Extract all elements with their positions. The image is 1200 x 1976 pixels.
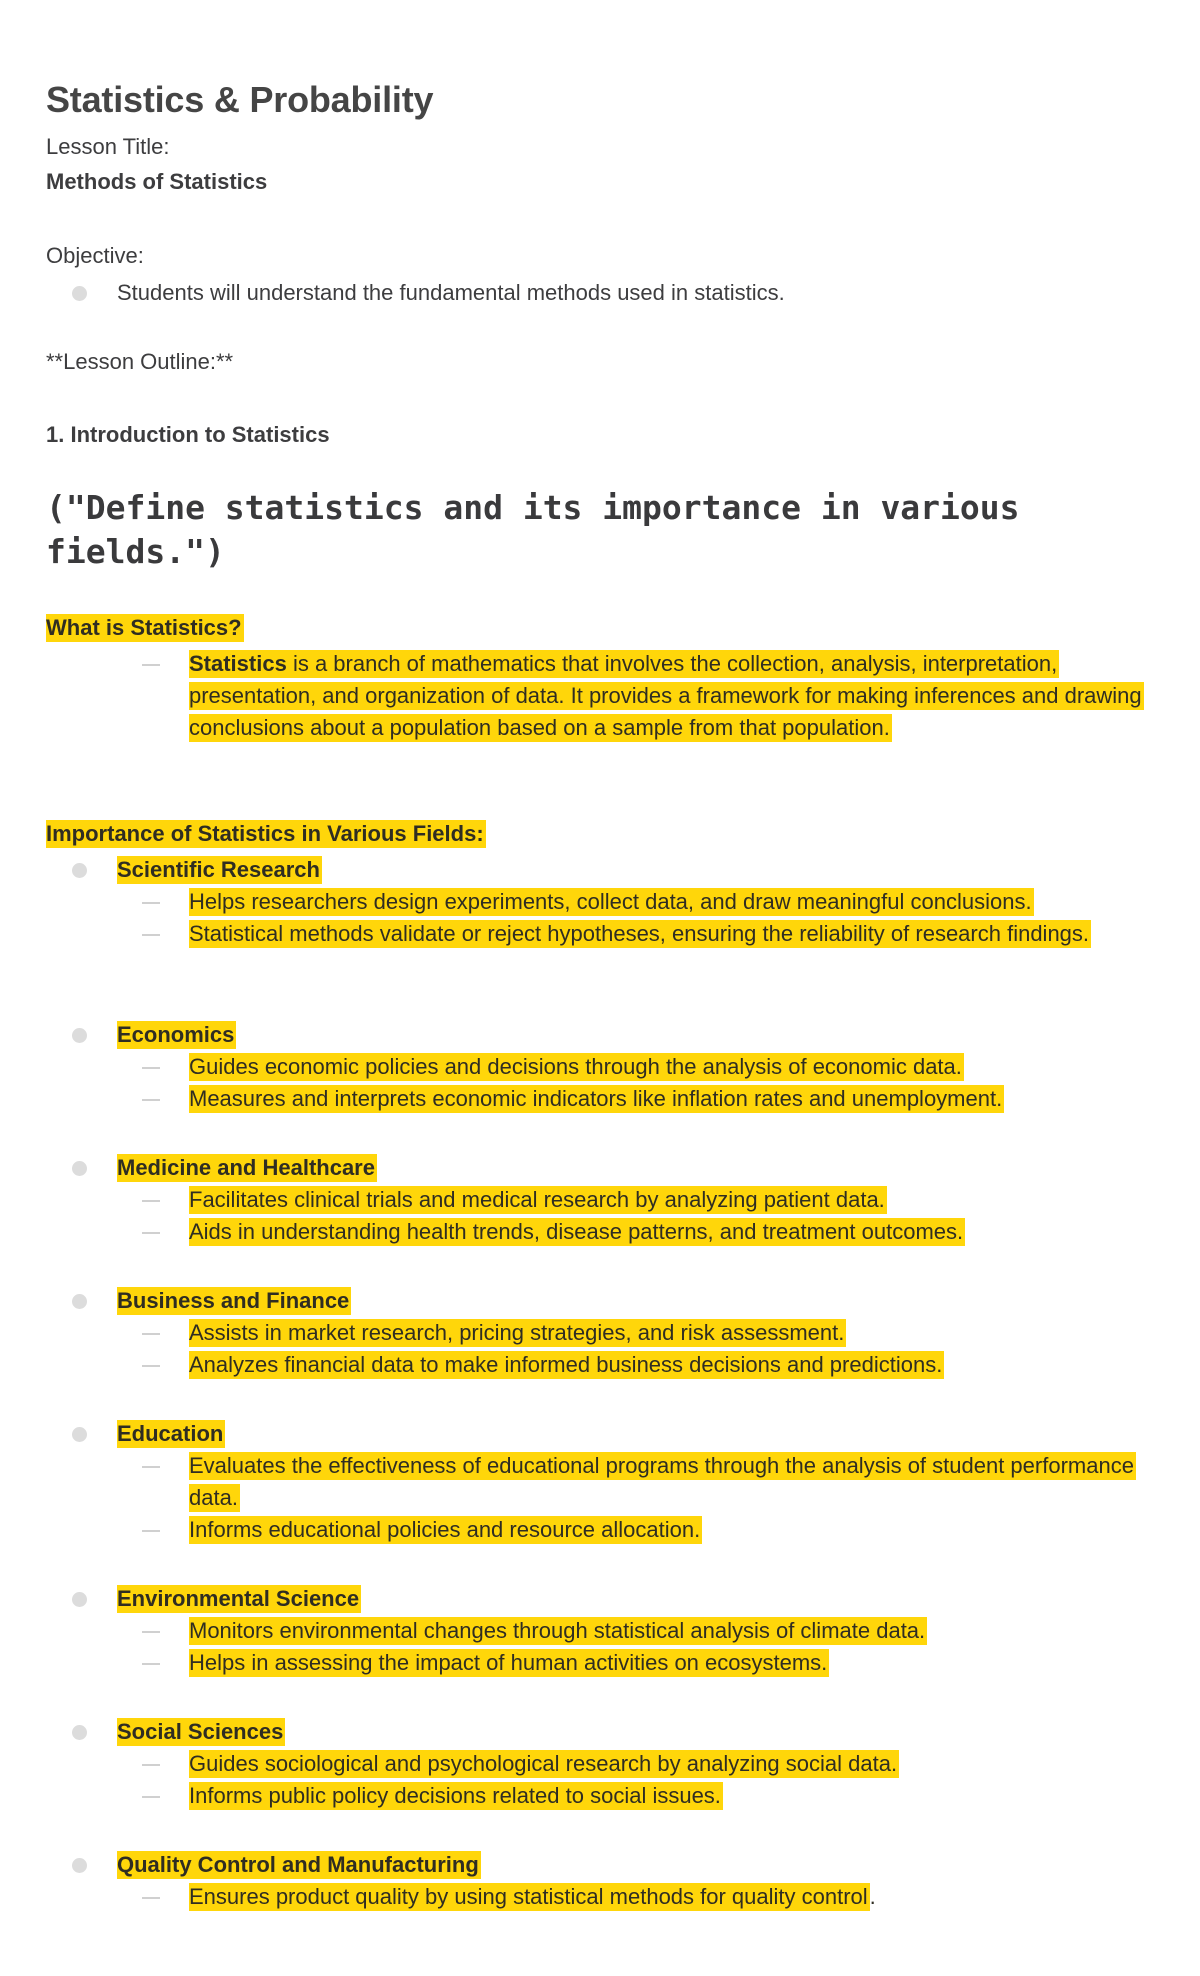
field-point: Aids in understanding health trends, disease patterns, and treatment outcomes. [189,1219,964,1244]
field-point: Measures and interprets economic indicators like inflation rates and unemployment. [189,1086,1003,1111]
lesson-title-value: Methods of Statistics [46,169,268,194]
bullet-icon [72,1858,87,1873]
dash-icon [142,1333,160,1335]
bullet-icon [72,286,87,301]
field-quality-control: Quality Control and Manufacturing [117,1852,479,1877]
dash-icon [142,1466,160,1468]
dash-icon [142,1663,160,1665]
importance-heading: Importance of Statistics in Various Fields: [46,821,484,846]
objective-label: Objective: [46,243,144,268]
field-social-sciences: Social Sciences [117,1719,284,1744]
dash-icon [142,1764,160,1766]
dash-icon [142,1067,160,1069]
field-point: Evaluates the effectiveness of educational programs through the analysis of student performance data. [189,1453,1134,1510]
field-point: Helps in assessing the impact of human activities on ecosystems. [189,1650,828,1675]
field-point: Ensures product quality by using statistical methods for quality control. [189,1884,876,1909]
field-point: Informs public policy decisions related to social issues. [189,1783,721,1808]
code-heading: ("Define statistics and its importance in various fields.") [46,488,1020,571]
field-point: Analyzes financial data to make informed business decisions and predictions. [189,1352,943,1377]
objective-item: Students will understand the fundamental methods used in statistics. [117,280,785,305]
field-point: Informs educational policies and resource allocation. [189,1517,701,1542]
field-point: Assists in market research, pricing strategies, and risk assessment. [189,1320,845,1345]
dash-icon [142,1530,160,1532]
definition-term: Statistics [189,651,287,676]
document-title: Statistics & Probability [46,79,434,120]
field-economics: Economics [117,1022,235,1047]
dash-icon [142,1099,160,1101]
field-environmental-science: Environmental Science [117,1586,360,1611]
field-point: Guides economic policies and decisions through the analysis of economic data. [189,1054,962,1079]
dash-icon [142,664,160,666]
dash-icon [142,1365,160,1367]
dash-icon [142,1232,160,1234]
bullet-icon [72,1294,87,1309]
statistics-definition [189,648,1149,744]
what-is-heading: What is Statistics? [46,615,242,640]
field-point: Statistical methods validate or reject hypotheses, ensuring the reliability of research findings. [189,921,1090,946]
field-point: Facilitates clinical trials and medical research by analyzing patient data. [189,1187,885,1212]
outline-label: **Lesson Outline:** [46,349,234,374]
field-business-finance: Business and Finance [117,1288,350,1313]
field-scientific-research: Scientific Research [117,857,320,882]
definition-text: is a branch of mathematics that involves the collection, analysis, interpretation, presentation, and organization of data. It provides a framework for making inferences and drawing conclusions about a population based on a sample from that population. [189,651,1142,740]
bullet-icon [72,1592,87,1607]
field-point: Guides sociological and psychological research by analyzing social data. [189,1751,898,1776]
bullet-icon [72,1427,87,1442]
dash-icon [142,934,160,936]
bullet-icon [72,863,87,878]
field-medicine-healthcare: Medicine and Healthcare [117,1155,375,1180]
trailing-period: . [869,1884,876,1909]
dash-icon [142,1631,160,1633]
dash-icon [142,1796,160,1798]
bullet-icon [72,1028,87,1043]
field-education: Education [117,1421,224,1446]
bullet-icon [72,1161,87,1176]
dash-icon [142,1200,160,1202]
section-heading: 1. Introduction to Statistics [46,422,330,447]
field-point: Helps researchers design experiments, collect data, and draw meaningful conclusions. [189,889,1032,914]
bullet-icon [72,1725,87,1740]
field-point: Monitors environmental changes through statistical analysis of climate data. [189,1618,926,1643]
dash-icon [142,1897,160,1899]
lesson-title-label: Lesson Title: [46,134,170,159]
dash-icon [142,902,160,904]
